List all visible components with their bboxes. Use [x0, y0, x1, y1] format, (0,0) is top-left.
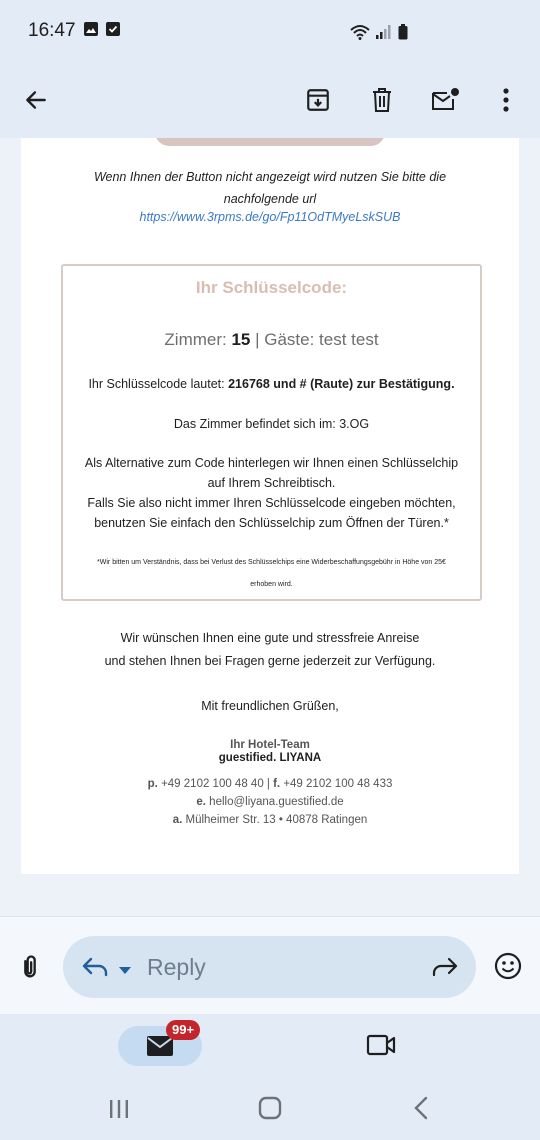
back-nav-icon[interactable] — [412, 1096, 430, 1125]
chip-loss-note: *Wir bitten um Verständnis, dass bei Verlust des Schlüsselchips eine Widerbeschaffungsgebühr in Höhe von 25€ erhoben wird. — [97, 559, 446, 588]
reply-area — [0, 916, 540, 1015]
arrow-left-icon[interactable] — [16, 80, 56, 120]
room-info: Zimmer: 15 | Gäste: test test — [164, 330, 379, 349]
recent-apps-icon[interactable] — [108, 1098, 130, 1125]
status-bar — [0, 0, 540, 62]
home-icon[interactable] — [258, 1096, 282, 1125]
paperclip-icon[interactable] — [16, 953, 44, 986]
cta-button[interactable] — [155, 138, 385, 146]
reply-icon[interactable] — [81, 955, 109, 984]
room-number: 15 — [231, 330, 251, 349]
reply-placeholder: Reply — [147, 954, 206, 980]
signature-company: guestified. LIYANA — [218, 752, 322, 764]
signal-icon — [376, 25, 392, 39]
app-bar — [0, 62, 540, 138]
signature-phone: p. +49 2102 100 48 40 | f. +49 2102 100 48 433 — [147, 778, 393, 790]
mail-dot-icon[interactable] — [425, 80, 465, 120]
email-body — [21, 138, 519, 874]
archive-icon[interactable] — [298, 80, 338, 120]
mail-badge: 99+ — [166, 1020, 200, 1040]
signature-contact — [21, 775, 519, 829]
fallback-text: Wenn Ihnen der Button nicht angezeigt wird nutzen Sie bitte die nachfolgende url — [93, 170, 447, 206]
floor-info: Das Zimmer befindet sich im: 3.OG — [173, 417, 370, 431]
signature-address: a. Mülheimer Str. 13 • 40878 Ratingen — [172, 814, 368, 826]
reply-input[interactable] — [63, 936, 476, 998]
forward-icon[interactable] — [431, 956, 459, 983]
bottom-nav — [0, 1014, 540, 1084]
emoji-icon[interactable] — [494, 952, 522, 985]
greeting: Mit freundlichen Grüßen, — [201, 699, 339, 713]
status-time: 16:47 — [28, 20, 76, 41]
gallery-notification-icon — [84, 22, 98, 36]
battery-icon — [398, 24, 408, 40]
video-icon[interactable] — [366, 1033, 396, 1062]
signature-team: Ihr Hotel-Team guestified. LIYANA — [21, 739, 519, 765]
system-nav-bar — [0, 1084, 540, 1140]
wifi-icon — [350, 24, 370, 40]
fallback-url-link[interactable]: https://www.3rpms.de/go/Fp11OdTMyeLskSUB — [139, 210, 401, 224]
key-code-line: Ihr Schlüsselcode lautet: 216768 und # (Raute) zur Bestätigung. — [88, 377, 455, 391]
signature-email: e. hello@liyana.guestified.de — [196, 796, 344, 808]
more-vert-icon[interactable] — [486, 80, 526, 120]
mail-icon — [146, 1035, 174, 1062]
key-code-title: Ihr Schlüsselcode: — [195, 278, 348, 297]
chevron-down-icon[interactable] — [119, 962, 131, 980]
closing-text: Wir wünschen Ihnen eine gute und stressfreie Anreise und stehen Ihnen bei Fragen gerne jederzeit zur Verfügung. — [104, 631, 436, 668]
key-code-box — [61, 264, 482, 601]
checkbox-notification-icon — [106, 22, 120, 36]
trash-icon[interactable] — [362, 80, 402, 120]
alternative-info: Als Alternative zum Code hinterlegen wir Ihnen einen Schlüsselchip auf Ihrem Schreibtisch. Falls Sie also nicht immer Ihren Schlüsselcode eingeben möchten, benutzen Sie einfach den Schlüsselchip zum Öffnen der Türen.* — [84, 456, 459, 530]
